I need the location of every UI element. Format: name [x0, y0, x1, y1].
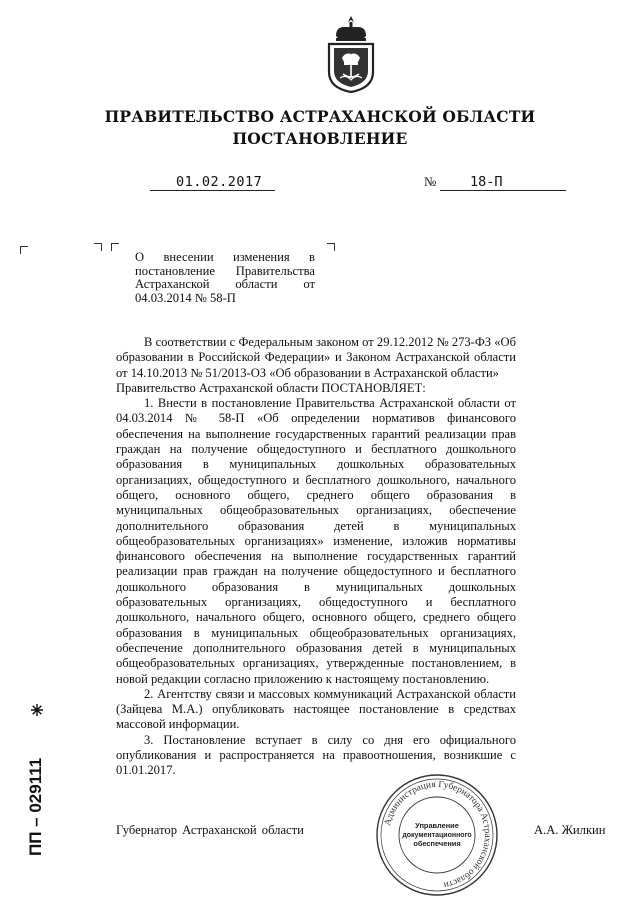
corner-mark [20, 246, 28, 254]
corner-mark [327, 243, 335, 251]
organization-title: ПРАВИТЕЛЬСТВО АСТРАХАНСКОЙ ОБЛАСТИ [104, 107, 536, 126]
signatory-role: Губернатор Астраханской области [116, 823, 304, 837]
body-paragraph: Правительство Астраханской области ПОСТАНОВЛЯЕТ: [116, 380, 426, 395]
asterisk-mark-icon [31, 704, 43, 716]
coat-of-arms-emblem [324, 14, 378, 94]
corner-mark [94, 243, 102, 251]
seal-center-line: Управление [415, 821, 459, 830]
body-paragraph: 2. Агентству связи и массовых коммуникаций Астраханской области (Зайцева М.А.) опубликовать настоящее постановление в средствах массовой информации. [116, 686, 516, 732]
body-paragraph: 1. Внести в постановление Правительства Астраханской области от 04.03.2014 № 58-П «Об определении нормативов финансового обеспечения на выполнение государственных гарантий реализации прав граждан на получение общедоступного и бесплатного дошкольного образования в муниципальных дошкольных образовательных организациях, общедоступного и бесплатного дошкольного, начального общего, основного общего, среднего общего образования в муниципальных общеобразовательных организациях, обеспечение дополнительного образования детей в муниципальных общеобразовательных организациях» изменение, изложив нормативы финансового обеспечения на выполнение государственных гарантий реализации прав граждан на получение общедоступного и бесплатного дошкольного образования в муниципальных дошкольных образовательных организациях, общедоступного и бесплатного дошкольного, начального общего, основного общего, среднего общего образования в муниципальных общеобразовательных организациях, обеспечение дополнительного образования детей в муниципальных общеобразовательных организациях, утвержденные постановлением, в новой редакции согласно приложению к настоящему постановлению. [116, 396, 516, 686]
corner-mark [111, 243, 119, 251]
document-subject: О внесении изменения в постановление Правительства Астраханской области от 04.03.2014 № 58-П [135, 250, 315, 305]
document-type-title: ПОСТАНОВЛЕНИЕ [232, 129, 408, 148]
seal-center-line: документационного [402, 832, 472, 839]
seal-ring-text: Администрация Губернатора Астраханской области [382, 779, 493, 890]
date-underline [150, 190, 275, 191]
document-body [116, 335, 516, 779]
document-number-label: № [424, 174, 437, 189]
document-header [0, 106, 640, 150]
body-paragraph: 3. Постановление вступает в силу со дня его официального опубликования и распространяется на правоотношения, возникшие с 01.01.2017. [116, 732, 516, 778]
serial-number-text: ПП – 029111 [26, 757, 45, 856]
number-underline [440, 190, 566, 191]
official-seal-stamp [374, 772, 500, 898]
seal-center-line: обеспечения [413, 839, 461, 848]
document-number: 18-П [470, 174, 503, 190]
signatory-name: А.А. Жилкин [534, 823, 606, 837]
serial-number-vertical [10, 700, 54, 860]
document-date: 01.02.2017 [176, 174, 263, 190]
body-paragraph: В соответствии с Федеральным законом от 29.12.2012 № 273-ФЗ «Об образовании в Российской Федерации» и Законом Астраханской области от 14.10.2013 № 51/2013-ОЗ «Об образовании в Астраханской области» [116, 335, 516, 380]
